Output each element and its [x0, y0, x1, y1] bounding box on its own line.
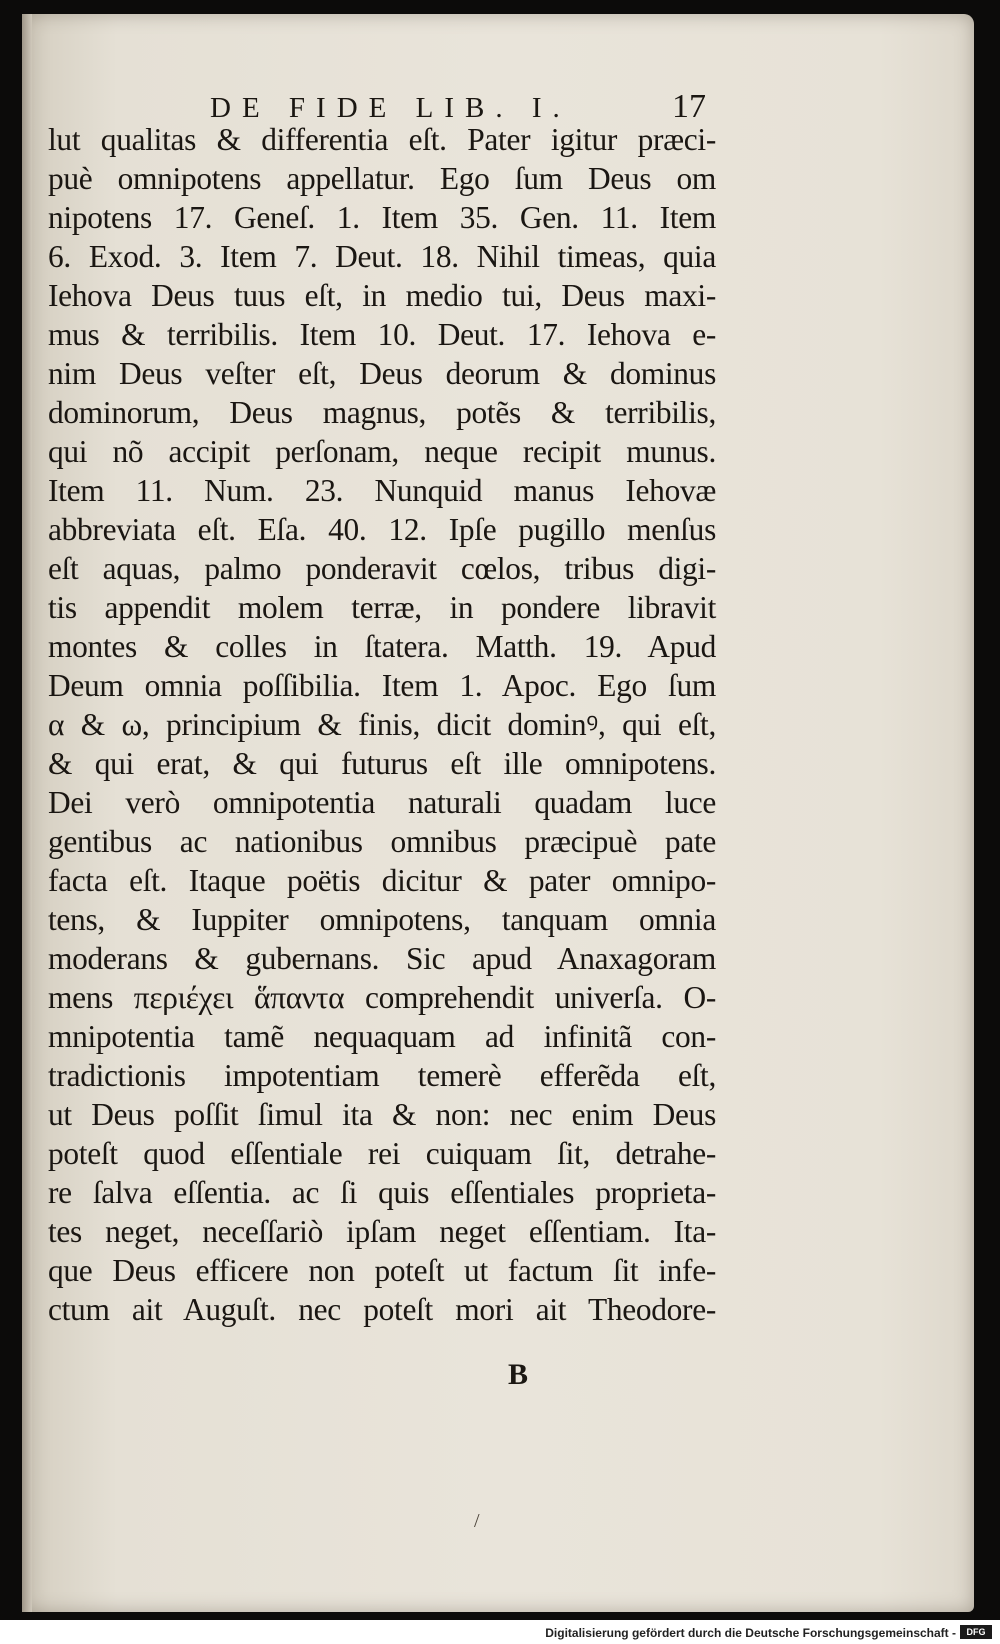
text-line: tis appendit molem terræ, in pondere libravit: [48, 590, 716, 625]
text-line: Iehova Deus tuus eſt, in medio tui, Deus maxi-: [48, 278, 716, 313]
running-head: DE FIDE LIB. I.: [210, 92, 571, 124]
text-line: qui nõ accipit perſonam, neque recipit munus.: [48, 434, 716, 469]
text-line: dominorum, Deus magnus, potẽs & terribilis,: [48, 395, 716, 430]
text-line: facta eſt. Itaque poëtis dicitur & pater omnipo-: [48, 863, 716, 898]
digitization-credit: Digitalisierung gefördert durch die Deutsche Forschungsgemeinschaft -: [545, 1626, 956, 1640]
text-line: ctum ait Auguſt. nec poteſt mori ait Theodore-: [48, 1292, 716, 1327]
text-line: abbreviata eſt. Eſa. 40. 12. Ipſe pugillo menſus: [48, 512, 716, 547]
text-line: Deum omnia poſſibilia. Item 1. Apoc. Ego ſum: [48, 668, 716, 703]
text-line: montes & colles in ſtatera. Matth. 19. Apud: [48, 629, 716, 664]
text-line: mens περιέχει ἅπαντα comprehendit univerſa. O-: [48, 980, 716, 1015]
text-line: mnipotentia tamẽ nequaquam ad infinitã con-: [48, 1019, 716, 1054]
dfg-logo: DFG: [960, 1625, 992, 1639]
text-line: moderans & gubernans. Sic apud Anaxagoram: [48, 941, 716, 976]
text-line: tradictionis impotentiam temerè efferẽda eſt,: [48, 1058, 716, 1093]
text-line: poteſt quod eſſentiale rei cuiquam ſit, detrahe-: [48, 1136, 716, 1171]
text-line: mus & terribilis. Item 10. Deut. 17. Iehova e-: [48, 317, 716, 352]
page-number: 17: [672, 88, 706, 125]
text-line: puè omnipotens appellatur. Ego ſum Deus om: [48, 161, 716, 196]
text-line: α & ω, principium & finis, dicit dominꝰ, qui eſt,: [48, 707, 716, 742]
text-line: lut qualitas & differentia eſt. Pater igitur præci-: [48, 122, 716, 157]
text-line: nipotens 17. Geneſ. 1. Item 35. Gen. 11. Item: [48, 200, 716, 235]
signature-mark: B: [508, 1358, 529, 1391]
text-line: Item 11. Num. 23. Nunquid manus Iehovæ: [48, 473, 716, 508]
page-body-text: [48, 120, 716, 1329]
text-line: que Deus efficere non poteſt ut factum ſit infe-: [48, 1253, 716, 1288]
page-gutter-edge: [22, 14, 32, 1612]
text-line: 6. Exod. 3. Item 7. Deut. 18. Nihil timeas, quia: [48, 239, 716, 274]
text-line: nim Deus veſter eſt, Deus deorum & dominus: [48, 356, 716, 391]
text-line: gentibus ac nationibus omnibus præcipuè pate: [48, 824, 716, 859]
text-line: eſt aquas, palmo ponderavit cœlos, tribus digi-: [48, 551, 716, 586]
text-line: tens, & Iuppiter omnipotens, tanquam omnia: [48, 902, 716, 937]
text-line: Dei verò omnipotentia naturali quadam luce: [48, 785, 716, 820]
text-line: ut Deus poſſit ſimul ita & non: nec enim Deus: [48, 1097, 716, 1132]
text-line: & qui erat, & qui futurus eſt ille omnipotens.: [48, 746, 716, 781]
text-line: re ſalva eſſentia. ac ſi quis eſſentiales proprieta-: [48, 1175, 716, 1210]
text-line: tes neget, neceſſariò ipſam neget eſſentiam. Ita-: [48, 1214, 716, 1249]
stray-ink-mark: /: [474, 1510, 480, 1532]
